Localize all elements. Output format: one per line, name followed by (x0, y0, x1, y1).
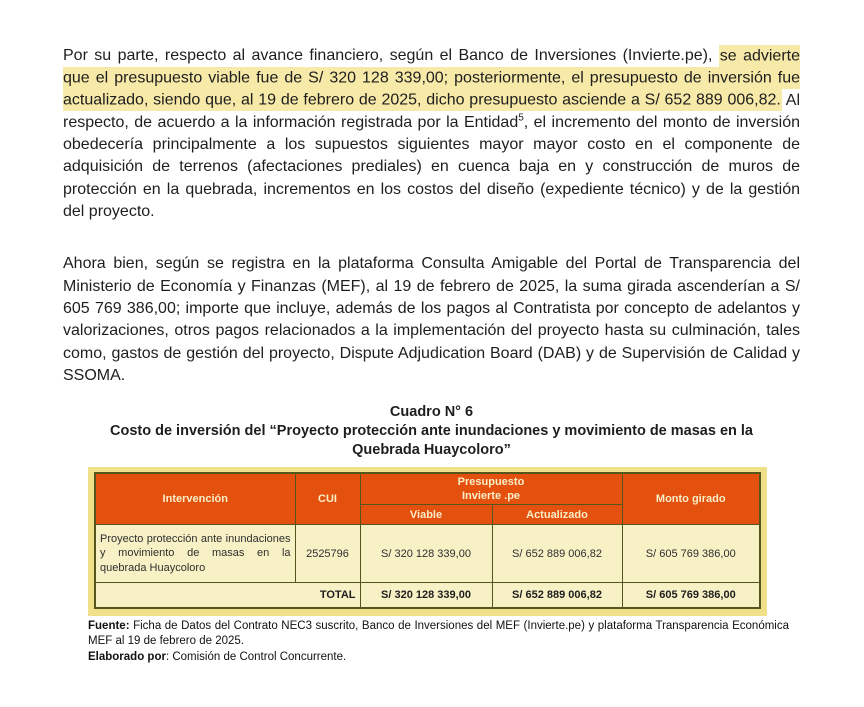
presupuesto-line1: Presupuesto (457, 476, 525, 489)
investment-cost-table (94, 472, 761, 609)
column-header-intervencion: Intervención (95, 473, 295, 525)
cell-viable: S/ 320 128 339,00 (360, 525, 492, 583)
source-fuente (88, 619, 789, 650)
table-caption-number: Cuadro N° 6 (389, 404, 474, 421)
elaborado-text: : Comisión de Control Concurrente. (165, 650, 347, 663)
cell-total-monto-girado: S/ 605 769 386,00 (622, 583, 760, 608)
column-header-actualizado: Actualizado (492, 505, 622, 525)
column-header-monto-girado: Monto girado (622, 473, 760, 525)
table-total-row (95, 583, 760, 608)
cell-intervencion: Proyecto protección ante inundaciones y movimiento de masas en la quebrada Huaycoloro (95, 525, 295, 583)
paragraph-consulta-amigable: Ahora bien, según se registra en la plataforma Consulta Amigable del Portal de Transparencia del Ministerio de Economía y Finanzas (MEF), al 19 de febrero de 2025, la suma girada ascenderían a S/ 605 769 386,00; importe que incluye, además de los pagos al Contratista por concepto de adelantos y valorizaciones, otros pagos relacionados a la implementación del proyecto hasta su culminación, tales como, gastos de gestión del proyecto, Dispute Adjudication Board (DAB) y de Supervisión de Calidad y SSOMA. (63, 255, 800, 384)
cell-cui: 2525796 (295, 525, 360, 583)
table-body (95, 525, 760, 608)
highlighted-text-presupuesto: se advierte que el presupuesto viable fue de S/ 320 128 339,00; posteriormente, el presupuesto de inversión fue actualizado, siendo que, al 19 de febrero de 2025, dicho presupuesto asciende a S/ 652 889 006,82. (63, 45, 800, 112)
column-header-presupuesto (360, 473, 622, 505)
table-caption-title: Costo de inversión del “Proyecto protección ante inundaciones y movimiento de masas en la Quebrada Huaycoloro” (110, 423, 753, 459)
cell-monto-girado: S/ 605 769 386,00 (622, 525, 760, 583)
paragraph-text: Por su parte, respecto al avance financiero, según el Banco de Inversiones (Invierte.pe), (63, 47, 719, 64)
fuente-label: Fuente: (88, 619, 130, 632)
document-page (63, 45, 800, 665)
table-row-proyecto (95, 525, 760, 583)
column-header-cui: CUI (295, 473, 360, 525)
elaborado-label: Elaborado por (88, 650, 166, 663)
footnote-reference-5: 5 (518, 112, 524, 124)
table-caption (63, 403, 800, 460)
paragraph-avance-financiero (63, 45, 800, 223)
table-header (95, 473, 760, 525)
cell-total-actualizado: S/ 652 889 006,82 (492, 583, 622, 608)
table-highlight-band (88, 467, 767, 616)
cell-total-viable: S/ 320 128 339,00 (360, 583, 492, 608)
source-elaborado (88, 650, 789, 666)
fuente-text: Ficha de Datos del Contrato NEC3 suscrito, Banco de Inversiones del MEF (Invierte.pe) y plataforma Transparencia Económica MEF al 19 de febrero de 2025. (88, 619, 789, 648)
table-source-notes (88, 619, 789, 666)
column-header-viable: Viable (360, 505, 492, 525)
presupuesto-line2: Invierte .pe (461, 490, 521, 503)
paragraph-text: , el incremento del monto de inversión obedecería principalmente a los supuestos siguientes mayor mayor costo en el componente de adquisición de terrenos (afectaciones prediales) en cuenca baja en y construcción de muros de protección en la quebrada, incrementos en los costos del diseño (expediente técnico) y de la gestión del proyecto. (63, 113, 800, 221)
cell-total-label: TOTAL (95, 583, 360, 608)
cell-actualizado: S/ 652 889 006,82 (492, 525, 622, 583)
paragraph-text: Al respecto, de acuerdo a la información registrada por la Entidad (63, 91, 800, 131)
